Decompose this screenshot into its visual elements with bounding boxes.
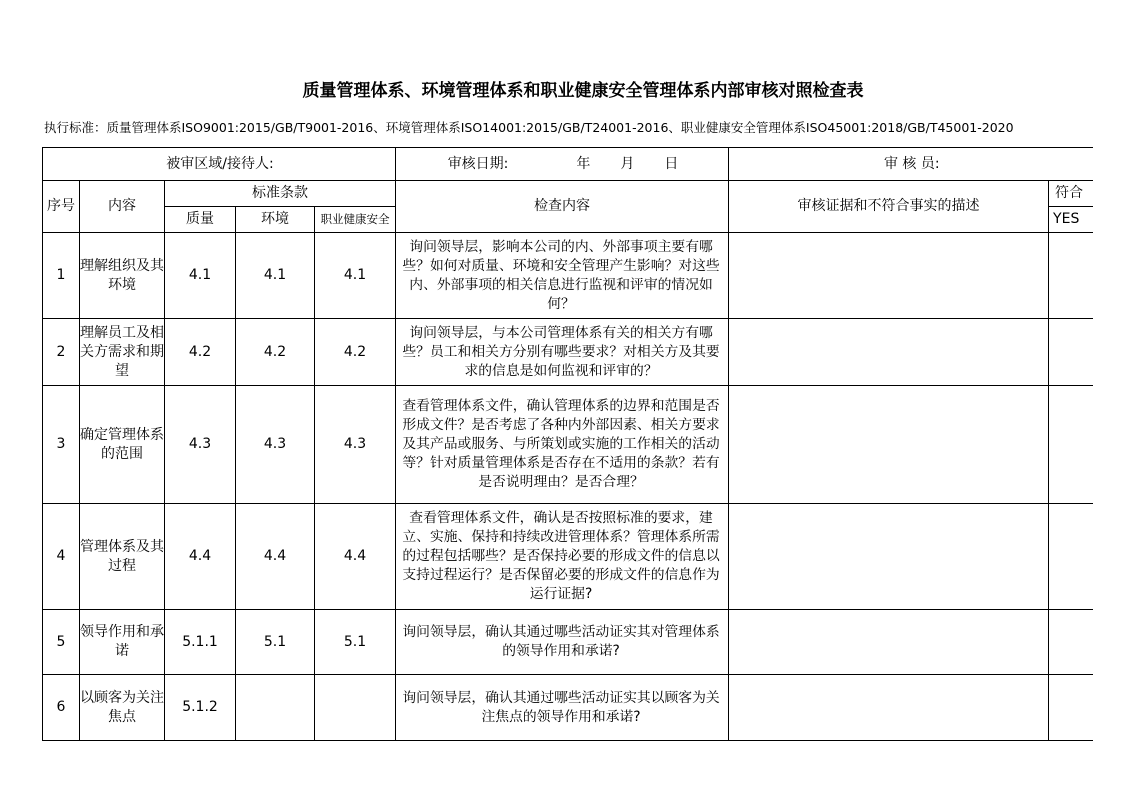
standard-line: 执行标准：质量管理体系ISO9001:2015/GB/T9001-2016、环境管理体系ISO14001:2015/GB/T24001-2016、职业健康安全管理体系ISO45001:2018/GB/T45001-2020 <box>44 120 1014 135</box>
header-clause-group: 标准条款 <box>165 181 396 207</box>
row-check-content: 询问领导层，确认其通过哪些活动证实其以顾客为关注焦点的领导作用和承诺? <box>396 675 729 741</box>
audited-area-cell[interactable] <box>43 148 396 181</box>
row-conform-cell[interactable] <box>1049 319 1093 386</box>
table-row <box>43 675 1093 741</box>
row-environment-clause <box>236 675 315 741</box>
header-quality: 质量 <box>165 207 236 233</box>
row-ohs-clause: 4.3 <box>315 386 396 504</box>
row-quality-clause: 4.2 <box>165 319 236 386</box>
row-conform-cell[interactable] <box>1049 233 1093 319</box>
table-row <box>43 504 1093 610</box>
row-environment-clause: 4.1 <box>236 233 315 319</box>
row-quality-clause: 5.1.2 <box>165 675 236 741</box>
row-quality-clause: 5.1.1 <box>165 610 236 675</box>
audit-date-cell[interactable] <box>396 148 729 181</box>
table-row <box>43 610 1093 675</box>
row-content: 理解员工及相关方需求和期望 <box>80 319 165 386</box>
header-row-1 <box>43 181 1093 207</box>
row-evidence-cell[interactable] <box>729 386 1049 504</box>
header-environment: 环境 <box>236 207 315 233</box>
table-row <box>43 233 1093 319</box>
auditor-label: 审 核 员: <box>883 155 940 172</box>
row-ohs-clause: 4.4 <box>315 504 396 610</box>
row-conform-cell[interactable] <box>1049 386 1093 504</box>
row-ohs-clause: 4.1 <box>315 233 396 319</box>
row-check-content: 询问领导层，影响本公司的内、外部事项主要有哪些？如何对质量、环境和安全管理产生影响？对这些内、外部事项的相关信息进行监视和评审的情况如何？ <box>396 233 729 319</box>
row-seq: 4 <box>43 504 80 610</box>
row-content: 以顾客为关注焦点 <box>80 675 165 741</box>
row-evidence-cell[interactable] <box>729 233 1049 319</box>
row-ohs-clause <box>315 675 396 741</box>
row-quality-clause: 4.3 <box>165 386 236 504</box>
header-seq: 序号 <box>43 181 80 233</box>
row-evidence-cell[interactable] <box>729 675 1049 741</box>
row-ohs-clause: 5.1 <box>315 610 396 675</box>
header-content: 内容 <box>80 181 165 233</box>
row-seq: 1 <box>43 233 80 319</box>
document-title: 质量管理体系、环境管理体系和职业健康安全管理体系内部审核对照检查表 <box>302 81 864 101</box>
table-row <box>43 386 1093 504</box>
row-seq: 5 <box>43 610 80 675</box>
header-check-content: 检查内容 <box>396 181 729 233</box>
row-content: 领导作用和承诺 <box>80 610 165 675</box>
audited-area-label: 被审区域/接待人: <box>166 155 274 172</box>
audit-date-label: 审核日期: <box>447 155 509 172</box>
row-evidence-cell[interactable] <box>729 610 1049 675</box>
row-check-content: 询问领导层，确认其通过哪些活动证实其对管理体系的领导作用和承诺? <box>396 610 729 675</box>
row-environment-clause: 4.2 <box>236 319 315 386</box>
row-environment-clause: 4.3 <box>236 386 315 504</box>
row-environment-clause: 4.4 <box>236 504 315 610</box>
audit-date-month: 月 <box>620 155 635 172</box>
row-evidence-cell[interactable] <box>729 504 1049 610</box>
row-quality-clause: 4.4 <box>165 504 236 610</box>
row-check-content: 查看管理体系文件，确认是否按照标准的要求，建立、实施、保持和持续改进管理体系？管理体系所需的过程包括哪些？是否保持必要的形成文件的信息以支持过程运行？是否保留必要的形成文件的信息作为运行证据? <box>396 504 729 610</box>
audit-date-year: 年 <box>576 155 591 172</box>
row-evidence-cell[interactable] <box>729 319 1049 386</box>
header-evidence: 审核证据和不符合事实的描述 <box>729 181 1049 233</box>
row-content: 理解组织及其环境 <box>80 233 165 319</box>
row-content: 确定管理体系的范围 <box>80 386 165 504</box>
row-ohs-clause: 4.2 <box>315 319 396 386</box>
header-conform: 符合 <box>1049 181 1093 207</box>
row-check-content: 询问领导层，与本公司管理体系有关的相关方有哪些？员工和相关方分别有哪些要求？对相关方及其要求的信息是如何监视和评审的？ <box>396 319 729 386</box>
table-row <box>43 319 1093 386</box>
row-seq: 3 <box>43 386 80 504</box>
row-content: 管理体系及其过程 <box>80 504 165 610</box>
audit-checklist-table <box>42 147 1093 741</box>
row-quality-clause: 4.1 <box>165 233 236 319</box>
info-row <box>43 148 1093 181</box>
row-environment-clause: 5.1 <box>236 610 315 675</box>
row-conform-cell[interactable] <box>1049 675 1093 741</box>
row-seq: 6 <box>43 675 80 741</box>
audit-date-day: 日 <box>664 155 679 172</box>
auditor-cell[interactable] <box>729 148 1093 181</box>
row-conform-cell[interactable] <box>1049 504 1093 610</box>
row-conform-cell[interactable] <box>1049 610 1093 675</box>
row-seq: 2 <box>43 319 80 386</box>
row-check-content: 查看管理体系文件，确认管理体系的边界和范围是否形成文件？是否考虑了各种内外部因素、相关方要求及其产品或服务、与所策划或实施的工作相关的活动等？针对质量管理体系是否存在不适用的条款？若有是否说明理由？是否合理？ <box>396 386 729 504</box>
header-ohs: 职业健康安全 <box>315 207 396 233</box>
header-yes: YES <box>1049 207 1093 233</box>
